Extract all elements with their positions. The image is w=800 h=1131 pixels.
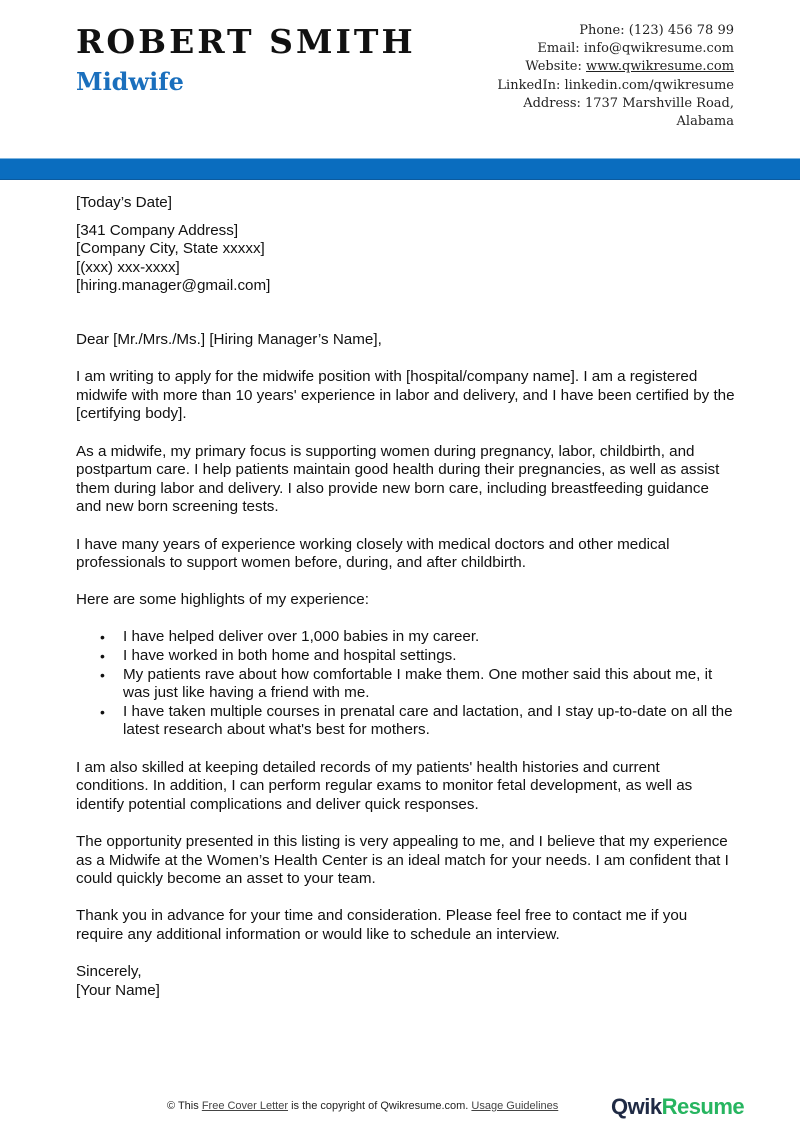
recipient-phone: [(xxx) xxx-xxxx] [76, 258, 180, 276]
list-item: • My patients rave about how comfortable I make them. One mother said this about me, it was just like having a friend with me. [100, 665, 713, 702]
contact-website [497, 58, 734, 76]
recipient-city-state: [Company City, State xxxxx] [76, 240, 265, 258]
sign-off: Sincerely, [76, 963, 142, 981]
salutation: Dear [Mr./Mrs./Ms.] [Hiring Manager’s Name], [76, 330, 382, 348]
contact-email: Email: info@qwikresume.com [537, 41, 734, 57]
letter-header [0, 0, 800, 158]
highlights-list [76, 628, 736, 740]
signature-name: [Your Name] [76, 981, 160, 999]
job-title: Midwife [76, 67, 184, 96]
letter-body [76, 194, 736, 1019]
contact-linkedin: LinkedIn: linkedin.com/qwikresume [497, 77, 734, 93]
paragraph-highlights-intro: Here are some highlights of my experience: [76, 591, 369, 609]
bullet-icon: • [100, 629, 105, 646]
free-cover-letter-link[interactable]: Free Cover Letter [201, 1100, 289, 1112]
list-item: • I have worked in both home and hospital settings. [100, 647, 457, 665]
copyright-notice: © This Free Cover Letter is the copyright of Qwikresume.com. Usage Guidelines [167, 1100, 559, 1112]
page-footer [0, 1094, 800, 1127]
bullet-icon: • [100, 648, 105, 665]
recipient-block [76, 222, 736, 296]
contact-block [497, 22, 734, 131]
paragraph-focus: As a midwife, my primary focus is supporting women during pregnancy, labor, childbirth, and postpartum care. I help patients maintain good health during their pregnancies, as well as assist them during labor and delivery. I also provide new born care, including breastfeeding guidance and new born screening tests. [76, 442, 720, 516]
contact-address-line1: Address: 1737 Marshville Road, [523, 95, 734, 111]
bullet-icon: • [100, 703, 105, 720]
accent-band [0, 158, 800, 180]
signature-block [76, 963, 736, 1000]
logo-resume: Resume [661, 1094, 745, 1119]
paragraph-skills: I am also skilled at keeping detailed records of my patients' health histories and current conditions. In addition, I can perform regular exams to monitor fetal development, as well as identify potential complications and deliver quick responses. [76, 758, 693, 813]
paragraph-opportunity: The opportunity presented in this listing is very appealing to me, and I believe that my experience as a Midwife at the Women’s Health Center is an ideal match for your needs. I am confident that I could quickly become an asset to your team. [76, 833, 729, 888]
qwikresume-logo[interactable] [611, 1094, 744, 1120]
website-label: Website: [525, 59, 586, 75]
website-link[interactable]: www.qwikresume.com [586, 59, 734, 75]
logo-qwik: Qwik [611, 1094, 662, 1119]
paragraph-intro: I am writing to apply for the midwife position with [hospital/company name]. I am a registered midwife with more than 10 years' experience in labor and delivery, and I have been certified by the [certifying body]. [76, 368, 735, 423]
usage-guidelines-link[interactable]: Usage Guidelines [471, 1100, 559, 1112]
list-item: • I have helped deliver over 1,000 babies in my career. [100, 628, 480, 646]
recipient-email: [hiring.manager@gmail.com] [76, 277, 271, 295]
paragraph-thanks: Thank you in advance for your time and consideration. Please feel free to contact me if you require any additional information or would like to schedule an interview. [76, 907, 688, 943]
bullet-icon: • [100, 666, 105, 683]
applicant-name: ROBERT SMITH [76, 22, 416, 61]
letter-date: [Today’s Date] [76, 194, 172, 211]
paragraph-experience: I have many years of experience working closely with medical doctors and other medical professionals to support women before, during, and after childbirth. [76, 535, 670, 572]
recipient-address: [341 Company Address] [76, 221, 239, 239]
contact-phone: Phone: (123) 456 78 99 [579, 23, 734, 38]
list-item: • I have taken multiple courses in prenatal care and lactation, and I stay up-to-date on all the latest research about what's best for mothers. [100, 702, 733, 739]
contact-address-line2: Alabama [676, 114, 734, 130]
